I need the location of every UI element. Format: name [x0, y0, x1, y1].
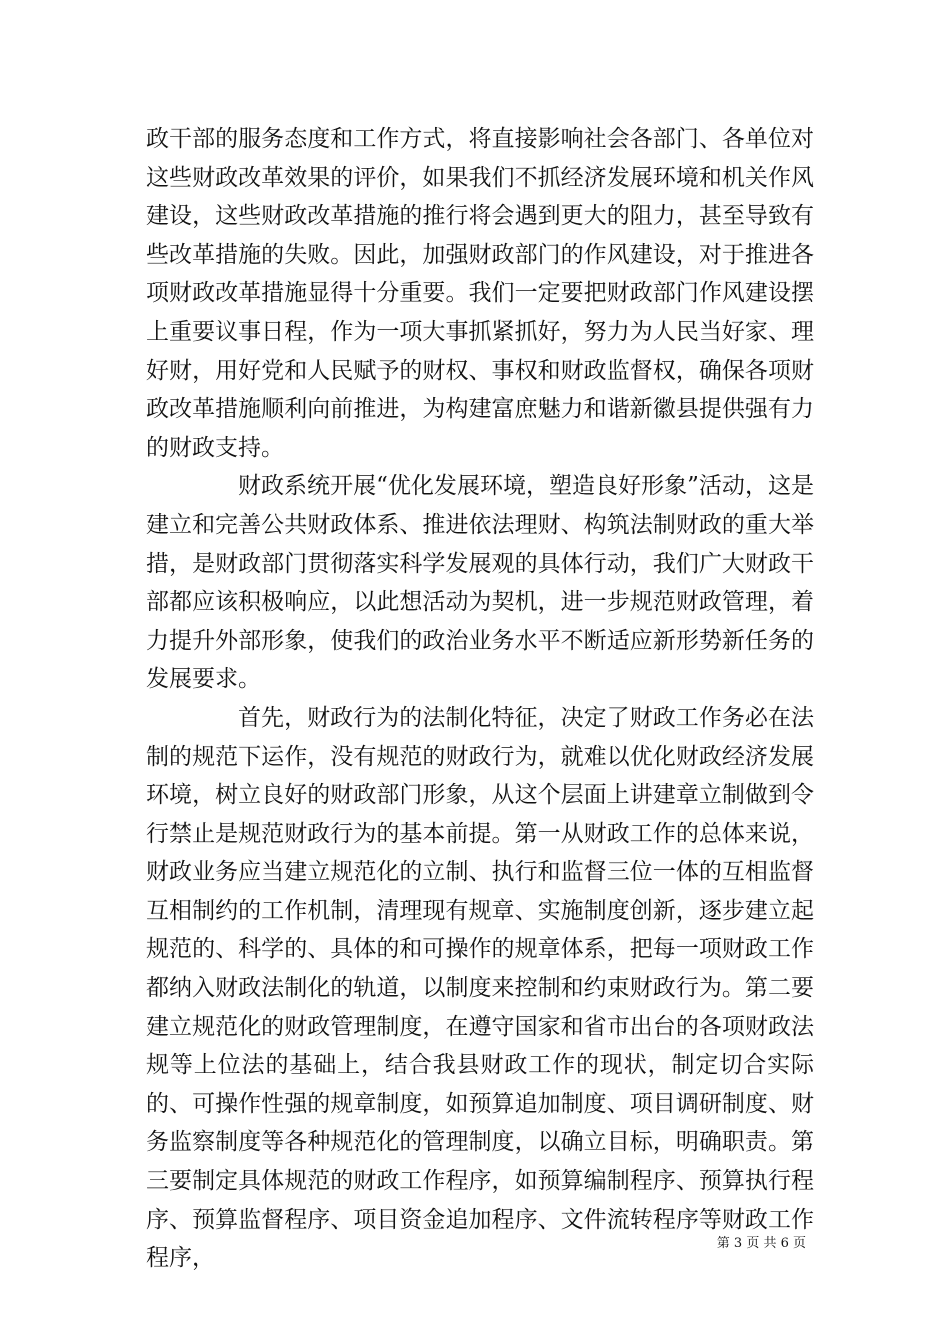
page-number: 第 3 页 共 6 页	[716, 1236, 806, 1251]
body-text	[146, 120, 814, 1278]
paragraph-activity: 财政系统开展“优化发展环境，塑造良好形象”活动，这是建立和完善公共财政体系、推进依法理财、构筑法制财政的重大举措，是财政部门贯彻落实科学发展观的具体行动，我们广大财政干部都应该积极响应，以此想活动为契机，进一步规范财政管理，着力提升外部形象，使我们的政治业务水平不断适应新形势新任务的发展要求。	[146, 473, 814, 693]
paragraph-continuation: 政干部的服务态度和工作方式，将直接影响社会各部门、各单位对这些财政改革效果的评价，如果我们不抓经济发展环境和机关作风建设，这些财政改革措施的推行将会遇到更大的阻力，甚至导致有些改革措施的失败。因此，加强财政部门的作风建设，对于推进各项财政改革措施显得十分重要。我们一定要把财政部门作风建设摆上重要议事日程，作为一项大事抓紧抓好，努力为人民当好家、理好财，用好党和人民赋予的财权、事权和财政监督权，确保各项财政改革措施顺利向前推进，为构建富庶魅力和谐新徽县提供强有力的财政支持。	[146, 126, 814, 461]
paragraph-legal-system: 首先，财政行为的法制化特征，决定了财政工作务必在法制的规范下运作，没有规范的财政行为，就难以优化财政经济发展环境，树立良好的财政部门形象，从这个层面上讲建章立制做到令行禁止是规范财政行为的基本前提。第一从财政工作的总体来说，财政业务应当建立规范化的立制、执行和监督三位一体的互相监督互相制约的工作机制，清理现有规章、实施制度创新，逐步建立起规范的、科学的、具体的和可操作的规章体系，把每一项财政工作都纳入财政法制化的轨道，以制度来控制和约束财政行为。第二要建立规范化的财政管理制度，在遵守国家和省市出台的各项财政法规等上位法的基础上，结合我县财政工作的现状，制定切合实际的、可操作性强的规章制度，如预算追加制度、项目调研制度、财务监察制度等各种规范化的管理制度，以确立目标，明确职责。第三要制定具体规范的财政工作程序，如预算编制程序、预算执行程序、预算监督程序、项目资金追加程序、文件流转程序等财政工作程序，	[146, 704, 814, 1272]
